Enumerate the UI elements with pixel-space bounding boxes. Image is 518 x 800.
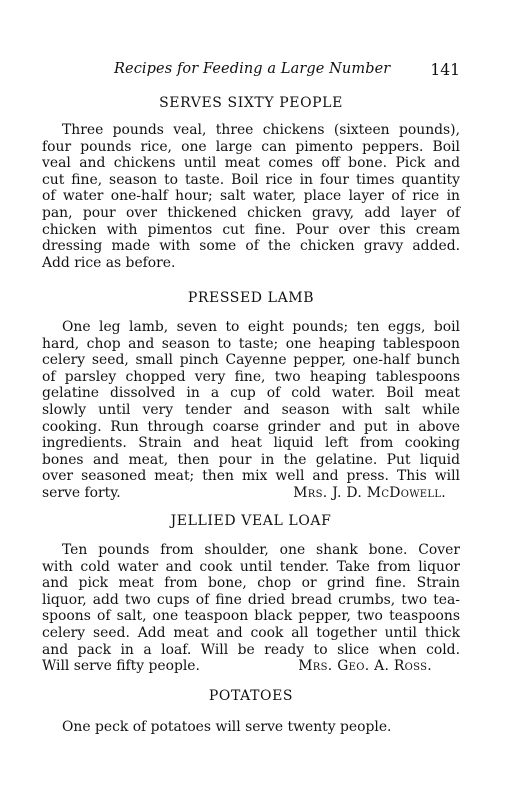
body-line: over seasoned meat; then mix well and press. This will [42,468,460,485]
running-title: Recipes for Feeding a Large Number [114,61,391,77]
body-line: hard, chop and season to taste; one heaping tablespoon [42,335,460,352]
body-line: veal and chickens until meat comes off bone. Pick and [42,155,460,172]
recipe-signature: Mrs. J. D. McDowell. [293,484,446,501]
body-line: spoons of salt, one teaspoon black pepper, two teaspoons [42,608,460,625]
body-line: with cold water and cook until tender. Take from liquor [42,558,460,575]
page-number: 141 [430,61,460,79]
body-line: and pack in a loaf. Will be ready to slice when cold. [42,641,460,658]
recipe-heading: POTATOES [208,688,294,704]
body-line: pan, pour over thickened chicken gravy, add layer of [42,204,460,221]
body-line: of water one-half hour; salt water, place layer of rice in [42,188,460,205]
body-line-with-signature [42,485,460,502]
body-line: Add rice as before. [42,254,176,271]
body-line: and pick meat from bone, chop or grind fine. Strain [42,575,460,592]
body-line: One peck of potatoes will serve twenty people. [62,719,392,735]
recipe-heading: SERVES SIXTY PEOPLE [159,95,343,111]
recipe-heading: PRESSED LAMB [187,290,315,306]
body-line-with-signature [42,658,460,675]
body-line: ingredients. Strain and heat liquid left from cooking [42,435,460,452]
body-line: liquor, add two cups of fine dried bread crumbs, two tea- [42,591,460,608]
recipe-potatoes [42,688,460,736]
body-line: dressing made with some of the chicken gravy added. [42,238,460,255]
body-line: One leg lamb, seven to eight pounds; ten eggs, boil [62,319,460,335]
body-line: chicken with pimentos cut fine. Pour over this cream [42,221,460,238]
body-line: of parsley chopped very fine, two heaping tablespoons [42,368,460,385]
body-line: four pounds rice, one large can pimento peppers. Boil [42,138,460,155]
body-line: cut fine, season to taste. Boil rice in four times quantity [42,171,460,188]
recipe-pressed-lamb [42,290,460,502]
recipe-signature: Mrs. Geo. A. Ross. [298,658,432,675]
body-line: celery seed. Add meat and cook all together until thick [42,624,460,641]
body-line-end: serve forty. [42,484,121,501]
recipe-serves-sixty-people [42,95,460,271]
body-line-end: Will serve fifty people. [42,658,200,675]
running-head [42,61,460,83]
body-line: Three pounds veal, three chickens (sixteen pounds), [62,122,460,138]
body-line: bones and meat, then pour in the gelatine. Put liquid [42,451,460,468]
body-line: slowly until very tender and season with salt while [42,401,460,418]
recipe-jellied-veal-loaf [42,513,460,675]
recipe-heading: JELLIED VEAL LOAF [170,513,332,529]
body-line: cooking. Run through coarse grinder and put in above [42,418,460,435]
body-line: gelatine dissolved in a cup of cold water. Boil meat [42,385,460,402]
body-line: celery seed, small pinch Cayenne pepper, one-half bunch [42,352,460,369]
body-line: Ten pounds from shoulder, one shank bone. Cover [62,542,460,558]
